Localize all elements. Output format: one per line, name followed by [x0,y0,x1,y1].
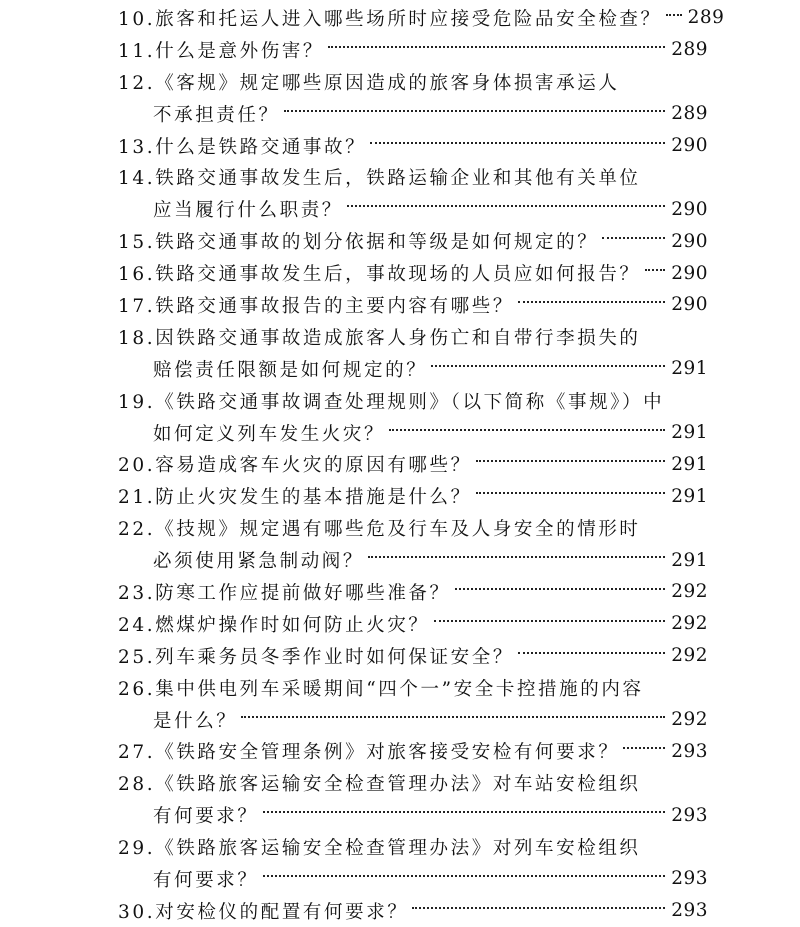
dot-leader [434,620,666,622]
dot-leader [284,110,666,112]
toc-entry[interactable] [118,480,708,512]
toc-entry-text: 30.对安检仪的配置有何要求？ [118,901,409,923]
toc-entry[interactable] [118,225,708,257]
toc-entry-line [118,448,708,480]
toc-entry-text: 应当履行什么职责？ [153,200,343,222]
toc-entry[interactable] [118,289,708,321]
toc-entry-text: 23.防寒工作应提前做好哪些准备？ [118,582,451,604]
toc-entry-text: 是什么？ [153,710,238,732]
toc-entry-line [118,576,708,608]
page-number: 290 [671,198,708,220]
toc-entry-line [118,895,708,927]
toc-entry-line [118,257,708,289]
toc-entry[interactable] [118,66,708,130]
dot-leader [602,237,665,239]
toc-entry[interactable] [118,831,708,895]
toc-entry[interactable] [118,2,725,34]
page-number: 293 [671,868,708,890]
page-number: 292 [671,613,708,635]
toc-entry[interactable] [118,767,708,831]
dot-leader [518,652,665,654]
toc-entry-line [118,735,708,767]
toc-entry-text: 18.因铁路交通事故造成旅客人身伤亡和自带行李损失的 [118,327,641,349]
toc-entry-text: 16.铁路交通事故发生后，事故现场的人员应如何报告？ [118,264,641,286]
toc-entry-continuation [118,417,708,449]
toc-entry[interactable] [118,34,708,66]
toc-entry-line [118,66,708,98]
dot-leader [328,46,665,48]
toc-entry[interactable] [118,608,708,640]
toc-entry-text: 13.什么是铁路交通事故？ [118,136,367,158]
toc-entry-line [118,289,708,321]
toc-entry-continuation [118,863,708,895]
page-number: 293 [671,740,708,762]
toc-entry-line [118,225,708,257]
page-number: 289 [671,39,708,61]
dot-leader [412,907,665,909]
dot-leader [263,875,666,877]
toc-entry-text: 22.《技规》规定遇有哪些危及行车及人身安全的情形时 [118,519,641,541]
toc-entry-text: 14.铁路交通事故发生后，铁路运输企业和其他有关单位 [118,168,641,190]
page-number: 291 [671,485,708,507]
toc-entry-text: 如何定义列车发生火灾？ [153,423,386,445]
toc-entry-line [118,767,708,799]
toc-entry[interactable] [118,321,708,385]
dot-leader [645,269,666,271]
toc-entry-continuation [118,544,708,576]
toc-entry-text: 12.《客规》规定哪些原因造成的旅客身体损害承运人 [118,72,620,94]
table-of-contents [118,2,725,927]
page-number: 291 [671,549,708,571]
toc-entry[interactable] [118,257,708,289]
toc-entry-line [118,321,708,353]
toc-entry[interactable] [118,385,708,449]
dot-leader [389,429,665,431]
toc-entry-line [118,2,725,34]
toc-entry-continuation [118,704,708,736]
toc-entry[interactable] [118,161,708,225]
page-number: 290 [671,294,708,316]
page-number: 292 [671,581,708,603]
page-number: 293 [671,900,708,922]
page-number: 291 [671,422,708,444]
toc-entry-text: 25.列车乘务员冬季作业时如何保证安全？ [118,646,514,668]
toc-entry[interactable] [118,640,708,672]
dot-leader [455,588,666,590]
dot-leader [368,556,665,558]
dot-leader [476,492,665,494]
toc-entry-text: 11.什么是意外伤害？ [118,40,325,62]
toc-entry-continuation [118,193,708,225]
toc-entry-text: 赔偿责任限额是如何规定的？ [153,359,428,381]
toc-entry-line [118,34,708,66]
toc-entry[interactable] [118,576,708,608]
toc-entry-text: 10.旅客和托运人进入哪些场所时应接受危险品安全检查？ [118,8,662,30]
toc-entry[interactable] [118,512,708,576]
toc-entry-text: 26.集中供电列车采暖期间“四个一”安全卡控措施的内容 [118,678,644,700]
dot-leader [518,301,665,303]
page-number: 290 [671,230,708,252]
page-number: 290 [671,262,708,284]
toc-entry-text: 28.《铁路旅客运输安全检查管理办法》对车站安检组织 [118,774,641,796]
toc-entry-text: 27.《铁路安全管理条例》对旅客接受安检有何要求？ [118,742,620,764]
dot-leader [263,811,666,813]
toc-entry[interactable] [118,735,708,767]
dot-leader [370,142,665,144]
toc-entry-text: 17.铁路交通事故报告的主要内容有哪些？ [118,295,514,317]
toc-entry-text: 15.铁路交通事故的划分依据和等级是如何规定的？ [118,232,599,254]
dot-leader [476,460,665,462]
toc-entry-line [118,672,708,704]
toc-entry-line [118,161,708,193]
toc-entry-continuation [118,98,708,130]
toc-entry-text: 19.《铁路交通事故调查处理规则》（以下简称《事规》）中 [118,391,665,413]
page-number: 289 [671,103,708,125]
toc-entry[interactable] [118,448,708,480]
page-number: 290 [671,135,708,156]
page-number: 291 [671,453,708,475]
toc-entry-line [118,608,708,640]
dot-leader [241,716,665,718]
toc-entry-text: 24.燃煤炉操作时如何防止火灾？ [118,614,430,636]
toc-entry[interactable] [118,130,708,162]
toc-entry-text: 21.防止火灾发生的基本措施是什么？ [118,487,472,509]
page-number: 292 [671,709,708,731]
toc-entry-continuation [118,799,708,831]
toc-entry-line [118,640,708,672]
toc-entry-text: 20.容易造成客车火灾的原因有哪些？ [118,455,472,477]
page-number: 292 [671,645,708,667]
toc-entry-line [118,480,708,512]
page-number: 291 [671,358,708,380]
toc-entry-line [118,512,708,544]
toc-entry-continuation [118,353,708,385]
page-number: 293 [671,804,708,826]
toc-entry-text: 不承担责任？ [153,104,280,126]
dot-leader [347,205,665,207]
toc-entry-text: 29.《铁路旅客运输安全检查管理办法》对列车安检组织 [118,838,641,860]
dot-leader [623,747,665,749]
toc-entry-line [118,130,708,162]
toc-entry[interactable] [118,895,708,927]
dot-leader [431,365,665,367]
toc-entry[interactable] [118,672,708,736]
toc-entry-text: 必须使用紧急制动阀？ [153,551,365,573]
toc-entry-line [118,831,708,863]
toc-entry-line [118,385,708,417]
page-number: 289 [687,7,725,29]
dot-leader [666,14,682,16]
toc-entry-text: 有何要求？ [153,869,259,891]
toc-entry-text: 有何要求？ [153,806,259,828]
